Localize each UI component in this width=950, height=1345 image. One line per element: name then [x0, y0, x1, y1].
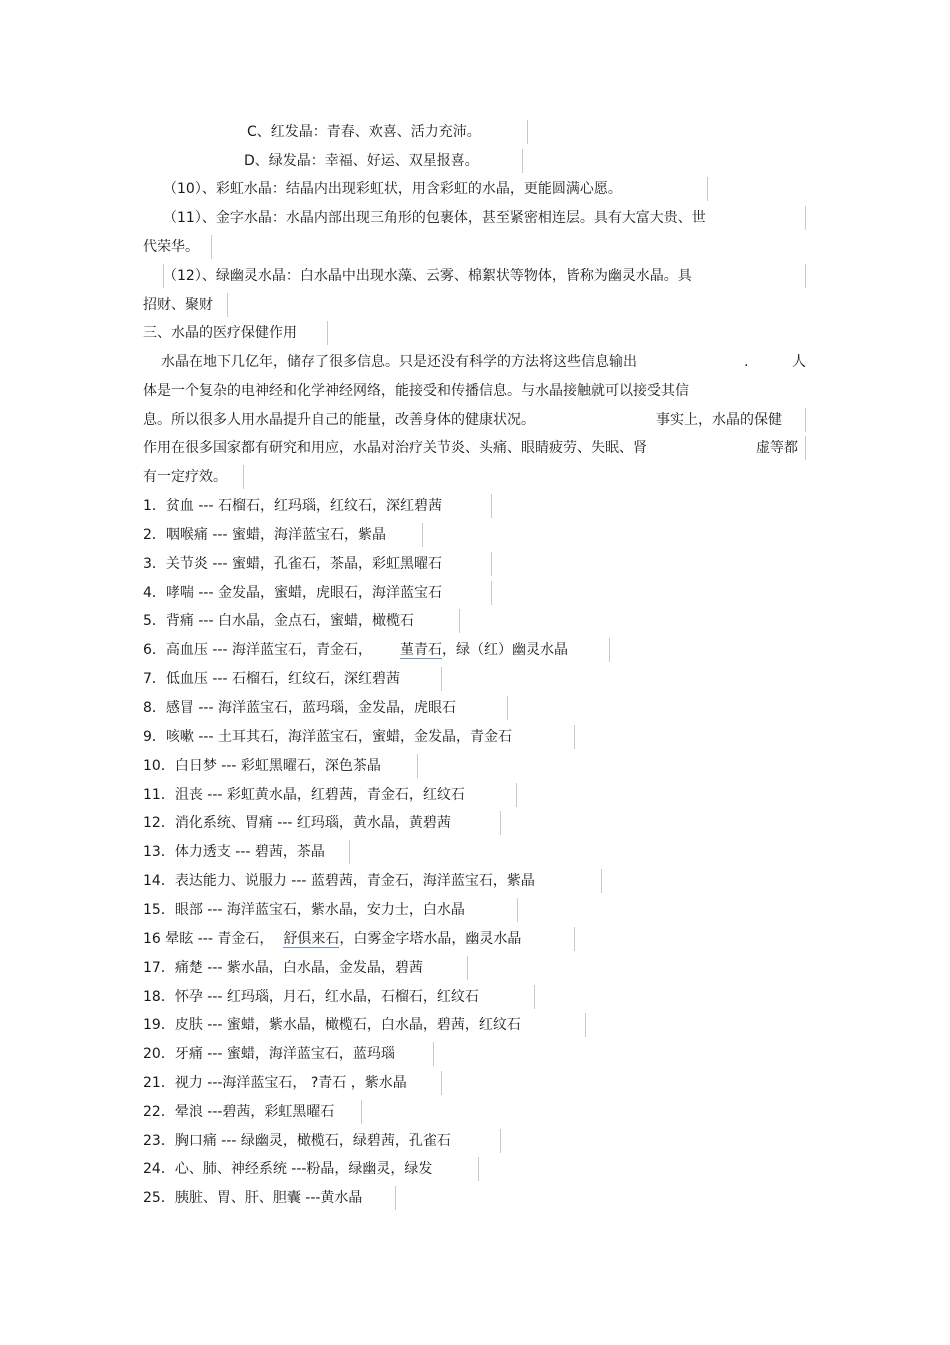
list-item: 8．感冒 --- 海洋蓝宝石，蓝玛瑙，金发晶，虎眼石	[143, 700, 456, 716]
list-item: 21．视力 ---海洋蓝宝石， ?青石 ，紫水晶	[143, 1075, 407, 1091]
list-item: 20．牙痛 --- 蜜蜡，海洋蓝宝石，蓝玛瑙	[143, 1046, 395, 1062]
text-bar	[441, 667, 442, 691]
text-bar	[507, 696, 508, 720]
list-item: 1．贫血 --- 石榴石，红玛瑙，红纹石，深红碧茜	[143, 498, 442, 514]
list-item-text: ，白雾金字塔水晶，幽灵水晶	[339, 931, 522, 947]
text-bar	[609, 638, 610, 662]
list-item: 9．咳嗽 --- 土耳其石，海洋蓝宝石，蜜蜡，金发晶，青金石	[143, 729, 512, 745]
section-heading: 三、水晶的医疗保健作用	[143, 325, 297, 341]
text-bar	[422, 523, 423, 547]
text-bar	[395, 1186, 396, 1210]
text-bar	[707, 177, 708, 201]
text-bar	[527, 120, 528, 144]
list-item: 10．白日梦 --- 彩虹黑曜石，深色茶晶	[143, 758, 381, 774]
text-bar	[478, 1157, 479, 1181]
list-item-text: ，绿（红）幽灵水晶	[441, 642, 568, 658]
list-item-text: 16 晕眩 --- 青金石，	[143, 931, 274, 947]
underlined-term: 舒俱来石	[283, 931, 340, 947]
text-bar	[500, 1129, 501, 1153]
text-bar	[601, 869, 602, 893]
list-item: 12．消化系统、胃痛 --- 红玛瑙，黄水晶，黄碧茜	[143, 815, 451, 831]
paragraph-word: 人	[792, 354, 806, 370]
list-item: 17．痛楚 --- 紫水晶，白水晶，金发晶，碧茜	[143, 960, 423, 976]
text-bar	[327, 321, 328, 345]
paragraph-line: 事实上，水晶的保健	[656, 412, 782, 428]
text-bar	[361, 1100, 362, 1124]
text-bar	[491, 581, 492, 605]
text-bar	[491, 494, 492, 518]
list-item	[143, 929, 521, 949]
list-item: 19．皮肤 --- 蜜蜡，紫水晶，橄榄石，白水晶，碧茜，红纹石	[143, 1017, 521, 1033]
text-bar	[585, 1013, 586, 1037]
text-bar	[517, 898, 518, 922]
text-bar	[574, 927, 575, 951]
pyramid-crystal-line: （11）、金字水晶：水晶内部出现三角形的包裹体，甚至紧密相连层。具有大富大贵、世	[163, 210, 706, 226]
text-bar	[805, 408, 806, 432]
text-bar	[534, 985, 535, 1009]
phantom-crystal-line: （12）、绿幽灵水晶：白水晶中出现水藻、云雾、棉絮状等物体，皆称为幽灵水晶。具	[163, 268, 692, 284]
text-bar	[441, 1071, 442, 1095]
text-bar	[574, 725, 575, 749]
text-bar	[500, 811, 501, 835]
list-item: 23．胸口痛 --- 绿幽灵，橄榄石，绿碧茜，孔雀石	[143, 1133, 451, 1149]
text-bar	[433, 1042, 434, 1066]
list-item	[143, 640, 568, 660]
list-item: 3．关节炎 --- 蜜蜡，孔雀石，茶晶，彩虹黑曜石	[143, 556, 442, 572]
list-item: 4．哮喘 --- 金发晶，蜜蜡，虎眼石，海洋蓝宝石	[143, 585, 442, 601]
list-item: 14．表达能力、说服力 --- 蓝碧茜，青金石，海洋蓝宝石，紫晶	[143, 873, 535, 889]
text-bar	[349, 840, 350, 864]
text-bar	[805, 264, 806, 288]
text-bar	[522, 149, 523, 173]
d-hair-crystal-line: D、绿发晶：幸福、好运、双星报喜。	[244, 153, 479, 169]
paragraph-line: 有一定疗效。	[143, 469, 227, 485]
pyramid-crystal-line-cont: 代荣华。	[143, 239, 199, 255]
rainbow-crystal-line: （10）、彩虹水晶：结晶内出现彩虹状，用含彩虹的水晶，更能圆满心愿。	[163, 181, 622, 197]
paragraph-line: 体是一个复杂的电神经和化学神经网络，能接受和传播信息。与水晶接触就可以接受其信	[143, 383, 689, 399]
phantom-crystal-line-cont: 招财、聚财	[143, 297, 213, 313]
underlined-term: 堇青石	[399, 642, 442, 658]
list-item: 25．胰脏、胃、肝、胆囊 ---黄水晶	[143, 1190, 363, 1206]
text-bar	[467, 956, 468, 980]
text-bar	[227, 293, 228, 317]
list-item: 15．眼部 --- 海洋蓝宝石，紫水晶，安力士，白水晶	[143, 902, 465, 918]
paragraph-dot: .	[744, 354, 749, 370]
text-bar	[417, 754, 418, 778]
list-item: 2．咽喉痛 --- 蜜蜡，海洋蓝宝石，紫晶	[143, 527, 386, 543]
paragraph-line: 息。所以很多人用水晶提升自己的能量，改善身体的健康状况。	[143, 412, 535, 428]
text-bar	[805, 206, 806, 230]
list-item-text: 6．高血压 --- 海洋蓝宝石，青金石，	[143, 642, 372, 658]
text-bar	[491, 552, 492, 576]
text-bar	[211, 235, 212, 259]
list-item: 22．晕浪 ---碧茜，彩虹黑曜石	[143, 1104, 335, 1120]
list-item: 5．背痛 --- 白水晶，金点石，蜜蜡，橄榄石	[143, 613, 414, 629]
list-item: 18．怀孕 --- 红玛瑙，月石，红水晶，石榴石，红纹石	[143, 989, 479, 1005]
text-bar	[516, 783, 517, 807]
c-hair-crystal-line: C、红发晶：青春、欢喜、活力充沛。	[247, 124, 481, 140]
text-bar	[243, 465, 244, 489]
paragraph-line: 虚等都	[756, 440, 798, 456]
list-item: 11．沮丧 --- 彩虹黄水晶，红碧茜，青金石，红纹石	[143, 787, 465, 803]
text-bar	[805, 436, 806, 460]
text-bar	[459, 609, 460, 633]
paragraph-line: 作用在很多国家都有研究和用应，水晶对治疗关节炎、头痛、眼睛疲劳、失眠、肾	[143, 440, 647, 456]
paragraph-line: 水晶在地下几亿年，储存了很多信息。只是还没有科学的方法将这些信息输出	[161, 354, 637, 370]
list-item: 24．心、肺、神经系统 ---粉晶，绿幽灵，绿发	[143, 1161, 433, 1177]
list-item: 7．低血压 --- 石榴石，红纹石，深红碧茜	[143, 671, 400, 687]
list-item: 13．体力透支 --- 碧茜，茶晶	[143, 844, 325, 860]
